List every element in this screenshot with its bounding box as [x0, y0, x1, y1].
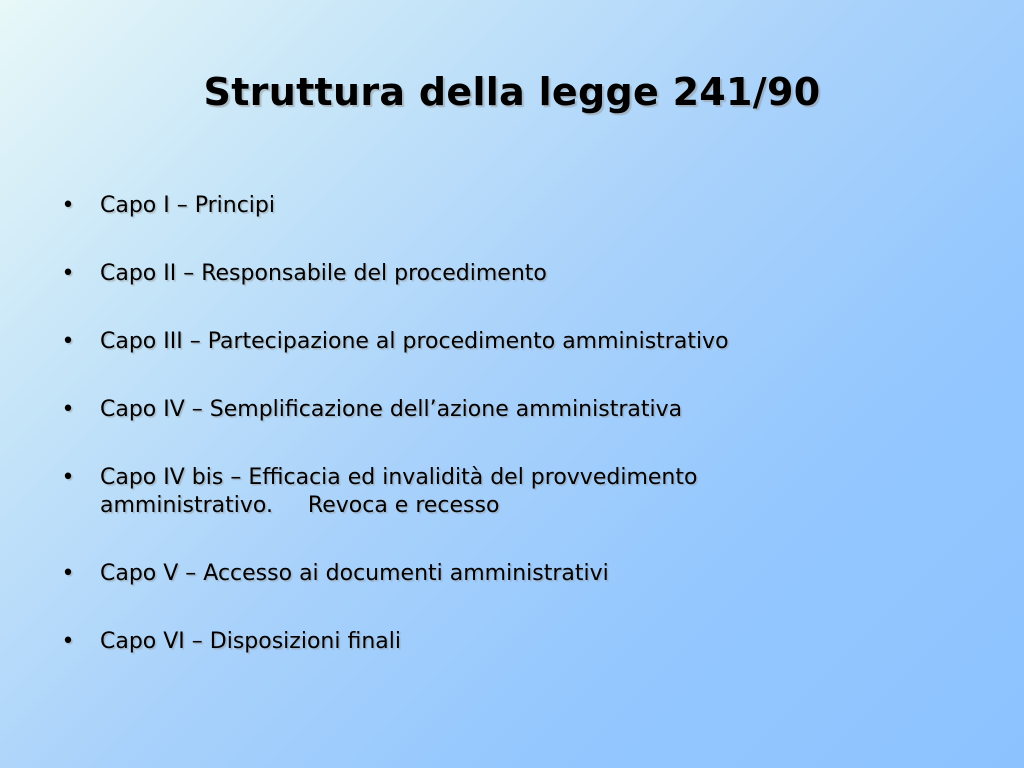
list-item-text: Capo III – Partecipazione al procedimento amministrativo — [100, 329, 729, 354]
bullet-list — [58, 192, 958, 696]
list-item-text: Capo II – Responsabile del procedimento — [100, 261, 547, 286]
bullet-icon: • — [61, 561, 75, 586]
list-item-text: Capo IV – Semplificazione dell’azione amministrativa — [100, 397, 683, 422]
slide-title: Struttura della legge 241/90 — [203, 70, 821, 114]
list-item-text: Capo VI – Disposizioni finali — [100, 629, 401, 654]
bullet-icon: • — [61, 261, 75, 286]
list-item — [58, 192, 958, 220]
list-item — [58, 628, 958, 656]
list-item — [58, 260, 958, 288]
list-item-text: Capo I – Principi — [100, 193, 276, 218]
list-item-text: Capo IV bis – Efficacia ed invalidità del provvedimento amministrativo. Revoca e recesso — [100, 465, 698, 518]
bullet-icon: • — [61, 629, 75, 654]
bullet-icon: • — [61, 465, 75, 490]
bullet-icon: • — [61, 329, 75, 354]
bullet-icon: • — [61, 193, 75, 218]
list-item-text: Capo V – Accesso ai documenti amministrativi — [100, 561, 609, 586]
list-item — [58, 328, 958, 356]
bullet-icon: • — [61, 397, 75, 422]
list-item — [58, 560, 958, 588]
list-item — [58, 396, 958, 424]
list-item — [58, 464, 958, 520]
